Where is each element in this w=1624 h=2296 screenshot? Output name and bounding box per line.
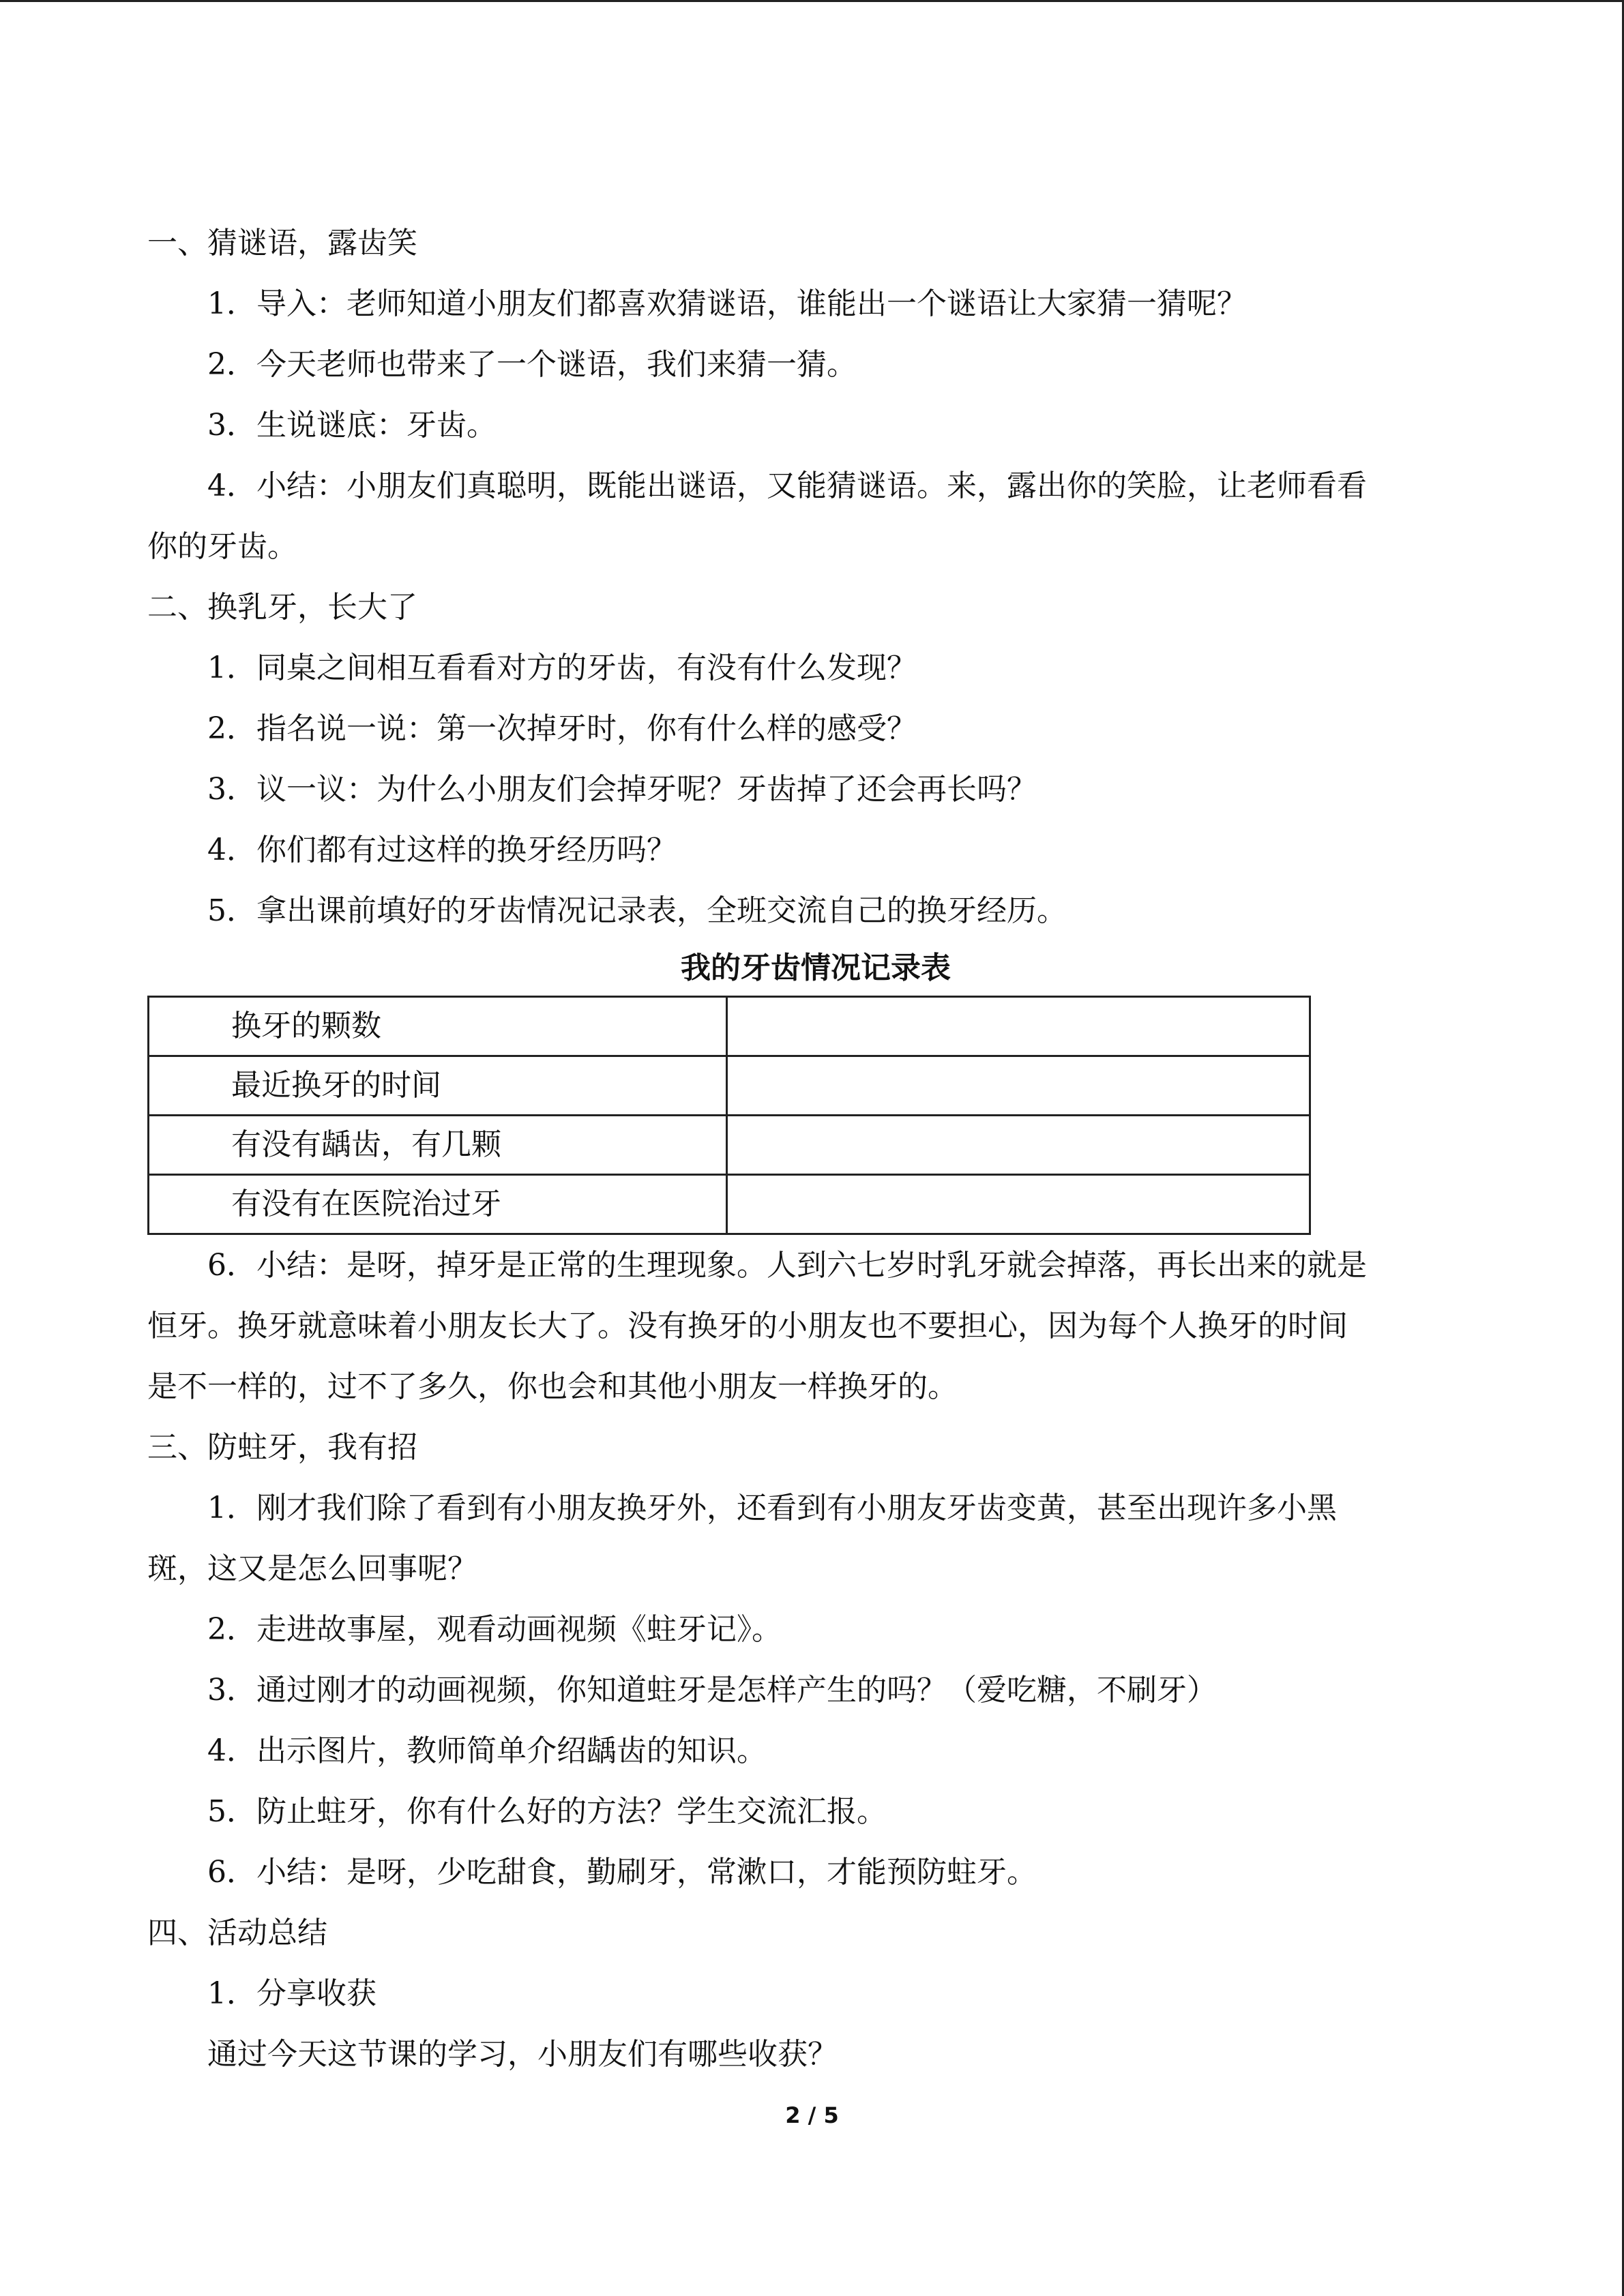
paragraph: 2．今天老师也带来了一个谜语，我们来猜一猜。 [207,347,857,382]
paragraph: 2．指名说一说：第一次掉牙时，你有什么样的感受？ [207,711,917,746]
paragraph: 通过今天这节课的学习，小朋友们有哪些收获？ [207,2037,838,2072]
paragraph: 1．同桌之间相互看看对方的牙齿，有没有什么发现？ [207,651,917,685]
paragraph: 5．拿出课前填好的牙齿情况记录表，全班交流自己的换牙经历。 [207,893,1067,928]
paragraph: 4．出示图片，教师简单介绍龋齿的知识。 [207,1733,767,1768]
table-row [149,1056,1310,1116]
page-number: 2 / 5 [785,2102,839,2128]
paragraph: 6．小结：是呀，少吃甜食，勤刷牙，常漱口，才能预防蛀牙。 [207,1855,1037,1890]
page-top-border [0,0,1624,2]
paragraph: 3．通过刚才的动画视频，你知道蛀牙是怎样产生的吗？（爱吃糖，不刷牙） [207,1673,1217,1708]
table-cell-label: 最近换牙的时间 [149,1056,727,1116]
section-heading-4: 四、活动总结 [147,1915,327,1950]
document-body [147,213,1484,2085]
table-cell-value [727,1175,1310,1234]
paragraph: 4．你们都有过这样的换牙经历吗？ [207,833,677,867]
section-heading-3: 三、防蛀牙，我有招 [147,1430,417,1465]
tooth-record-table [147,996,1311,1235]
paragraph: 2．走进故事屋，观看动画视频《蛀牙记》。 [207,1612,782,1647]
table-row [149,1116,1310,1175]
paragraph: 1．分享收获 [207,1976,377,2011]
table-cell-value [727,1056,1310,1116]
paragraph: 4．小结：小朋友们真聪明，既能出谜语，又能猜谜语。来，露出你的笑脸，让老师看看 [207,468,1367,503]
paragraph-continuation: 斑，这又是怎么回事呢？ [147,1551,477,1586]
table-row [149,1175,1310,1234]
table-title: 我的牙齿情况记录表 [681,951,951,985]
table-row [149,997,1310,1056]
paragraph-continuation: 是不一样的，过不了多久，你也会和其他小朋友一样换牙的。 [147,1369,958,1404]
table-cell-label: 有没有在医院治过牙 [149,1175,727,1234]
section-heading-1: 一、猜谜语，露齿笑 [147,226,417,260]
paragraph: 1．刚才我们除了看到有小朋友换牙外，还看到有小朋友牙齿变黄，甚至出现许多小黑 [207,1491,1337,1525]
table-cell-label: 有没有龋齿，有几颗 [149,1116,727,1175]
table-cell-value [727,1116,1310,1175]
table-cell-value [727,997,1310,1056]
paragraph: 3．议一议：为什么小朋友们会掉牙呢？牙齿掉了还会再长吗？ [207,772,1037,807]
paragraph-continuation: 恒牙。换牙就意味着小朋友长大了。没有换牙的小朋友也不要担心，因为每个人换牙的时间 [147,1309,1348,1343]
paragraph-continuation: 你的牙齿。 [147,529,297,564]
paragraph: 3．生说谜底：牙齿。 [207,408,497,443]
section-heading-2: 二、换乳牙，长大了 [147,590,417,625]
paragraph: 5．防止蛀牙，你有什么好的方法？学生交流汇报。 [207,1794,887,1829]
table-cell-label: 换牙的颗数 [149,997,727,1056]
paragraph: 1．导入：老师知道小朋友们都喜欢猜谜语，谁能出一个谜语让大家猜一猜呢？ [207,286,1247,321]
record-table-wrapper [147,996,1484,1235]
paragraph: 6．小结：是呀，掉牙是正常的生理现象。人到六七岁时乳牙就会掉落，再长出来的就是 [207,1248,1367,1283]
